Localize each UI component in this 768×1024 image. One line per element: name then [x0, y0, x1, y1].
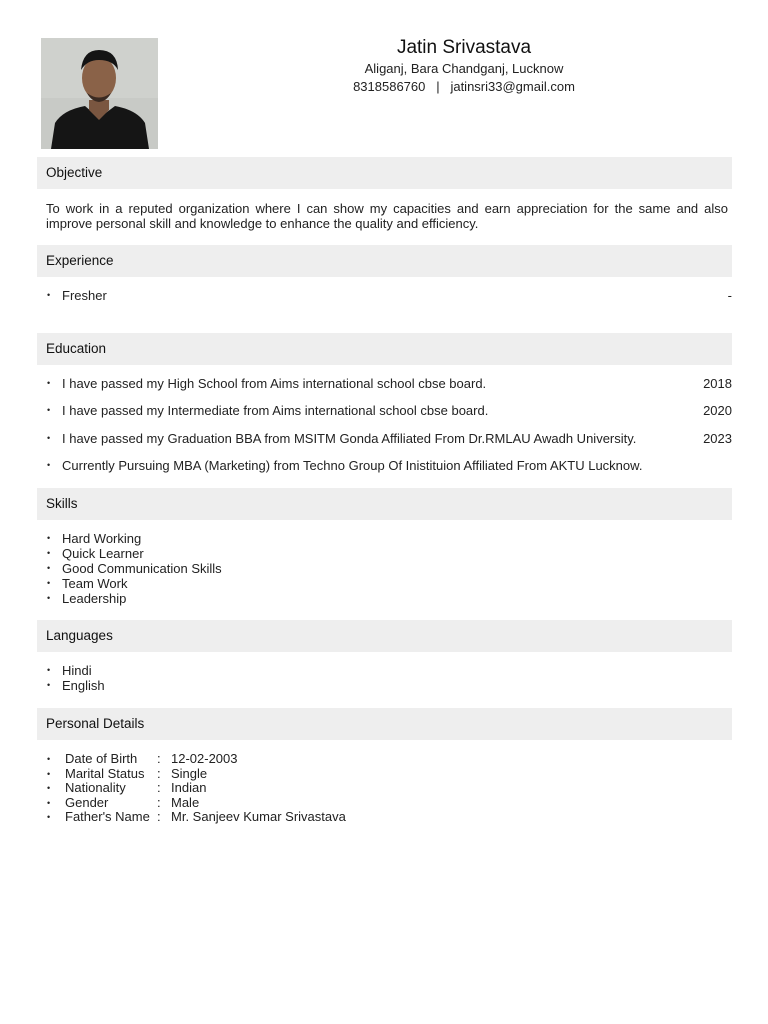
list-item	[46, 288, 732, 303]
personal-details-list	[46, 752, 732, 825]
list-item	[46, 376, 732, 403]
education-text: I have passed my Graduation BBA from MSITM Gonda Affiliated From Dr.RMLAU Awadh University.	[62, 431, 637, 446]
education-year: 2020	[703, 403, 732, 418]
list-item	[46, 796, 732, 811]
section-experience-heading: Experience	[37, 245, 732, 277]
detail-colon: :	[157, 780, 161, 796]
list-item: • Hard Working	[46, 531, 732, 546]
resume-header	[160, 36, 768, 96]
detail-colon: :	[157, 765, 161, 781]
profile-photo	[41, 38, 158, 149]
section-skills-heading: Skills	[37, 488, 732, 520]
experience-text: Fresher	[62, 288, 107, 303]
detail-label: Gender	[65, 794, 109, 810]
detail-label: Date of Birth	[65, 751, 138, 766]
detail-colon: :	[157, 751, 161, 766]
detail-label: Nationality	[65, 780, 126, 796]
detail-value: Indian	[171, 780, 207, 796]
detail-value: 12-02-2003	[171, 751, 238, 766]
list-item: • Hindi	[46, 663, 732, 678]
contact-line	[160, 78, 768, 96]
section-education-heading: Education	[37, 333, 732, 365]
list-item	[46, 431, 732, 458]
detail-value: Male	[171, 794, 200, 810]
education-year: 2018	[703, 376, 732, 391]
list-item	[46, 403, 732, 431]
detail-value: Single	[171, 765, 208, 781]
section-objective-heading: Objective	[37, 157, 732, 189]
profile-photo-illustration	[41, 38, 158, 149]
list-item: • Team Work	[46, 576, 732, 591]
languages-list	[46, 663, 732, 693]
candidate-name: Jatin Srivastava	[396, 37, 532, 58]
list-item	[46, 458, 732, 473]
detail-colon: :	[157, 794, 161, 810]
detail-value: Mr. Sanjeev Kumar Srivastava	[171, 809, 346, 825]
contact-separator: |	[436, 79, 440, 94]
section-personal-details-heading: Personal Details	[37, 708, 732, 740]
education-year: 2023	[703, 431, 732, 446]
objective-text: To work in a reputed organization where I can show my capacities and earn appreciation for the same and also improve personal skill and knowledge to enhance the quality and efficiency.	[46, 201, 728, 231]
phone: 8318586760	[353, 79, 426, 94]
list-item: • English	[46, 678, 732, 693]
detail-label: Father's Name	[65, 809, 150, 825]
list-item	[46, 810, 732, 825]
education-list	[46, 376, 732, 473]
list-item	[46, 767, 732, 782]
list-item	[46, 752, 732, 767]
experience-list	[46, 288, 732, 303]
section-languages-heading: Languages	[37, 620, 732, 652]
detail-colon: :	[157, 809, 161, 825]
skills-list	[46, 531, 732, 606]
list-item: • Quick Learner	[46, 546, 732, 561]
list-item	[46, 781, 732, 796]
email-link[interactable]: jatinsri33@gmail.com	[450, 79, 575, 94]
detail-label: Marital Status	[65, 765, 145, 781]
education-text: I have passed my Intermediate from Aims international school cbse board.	[62, 403, 489, 418]
education-text: Currently Pursuing MBA (Marketing) from Techno Group Of Inistituion Affiliated From AKTU Lucknow.	[62, 458, 643, 473]
list-item: • Leadership	[46, 591, 732, 606]
list-item: • Good Communication Skills	[46, 561, 732, 576]
education-text: I have passed my High School from Aims international school cbse board.	[62, 376, 487, 391]
address: Aliganj, Bara Chandganj, Lucknow	[364, 61, 564, 76]
experience-date: -	[727, 288, 732, 303]
